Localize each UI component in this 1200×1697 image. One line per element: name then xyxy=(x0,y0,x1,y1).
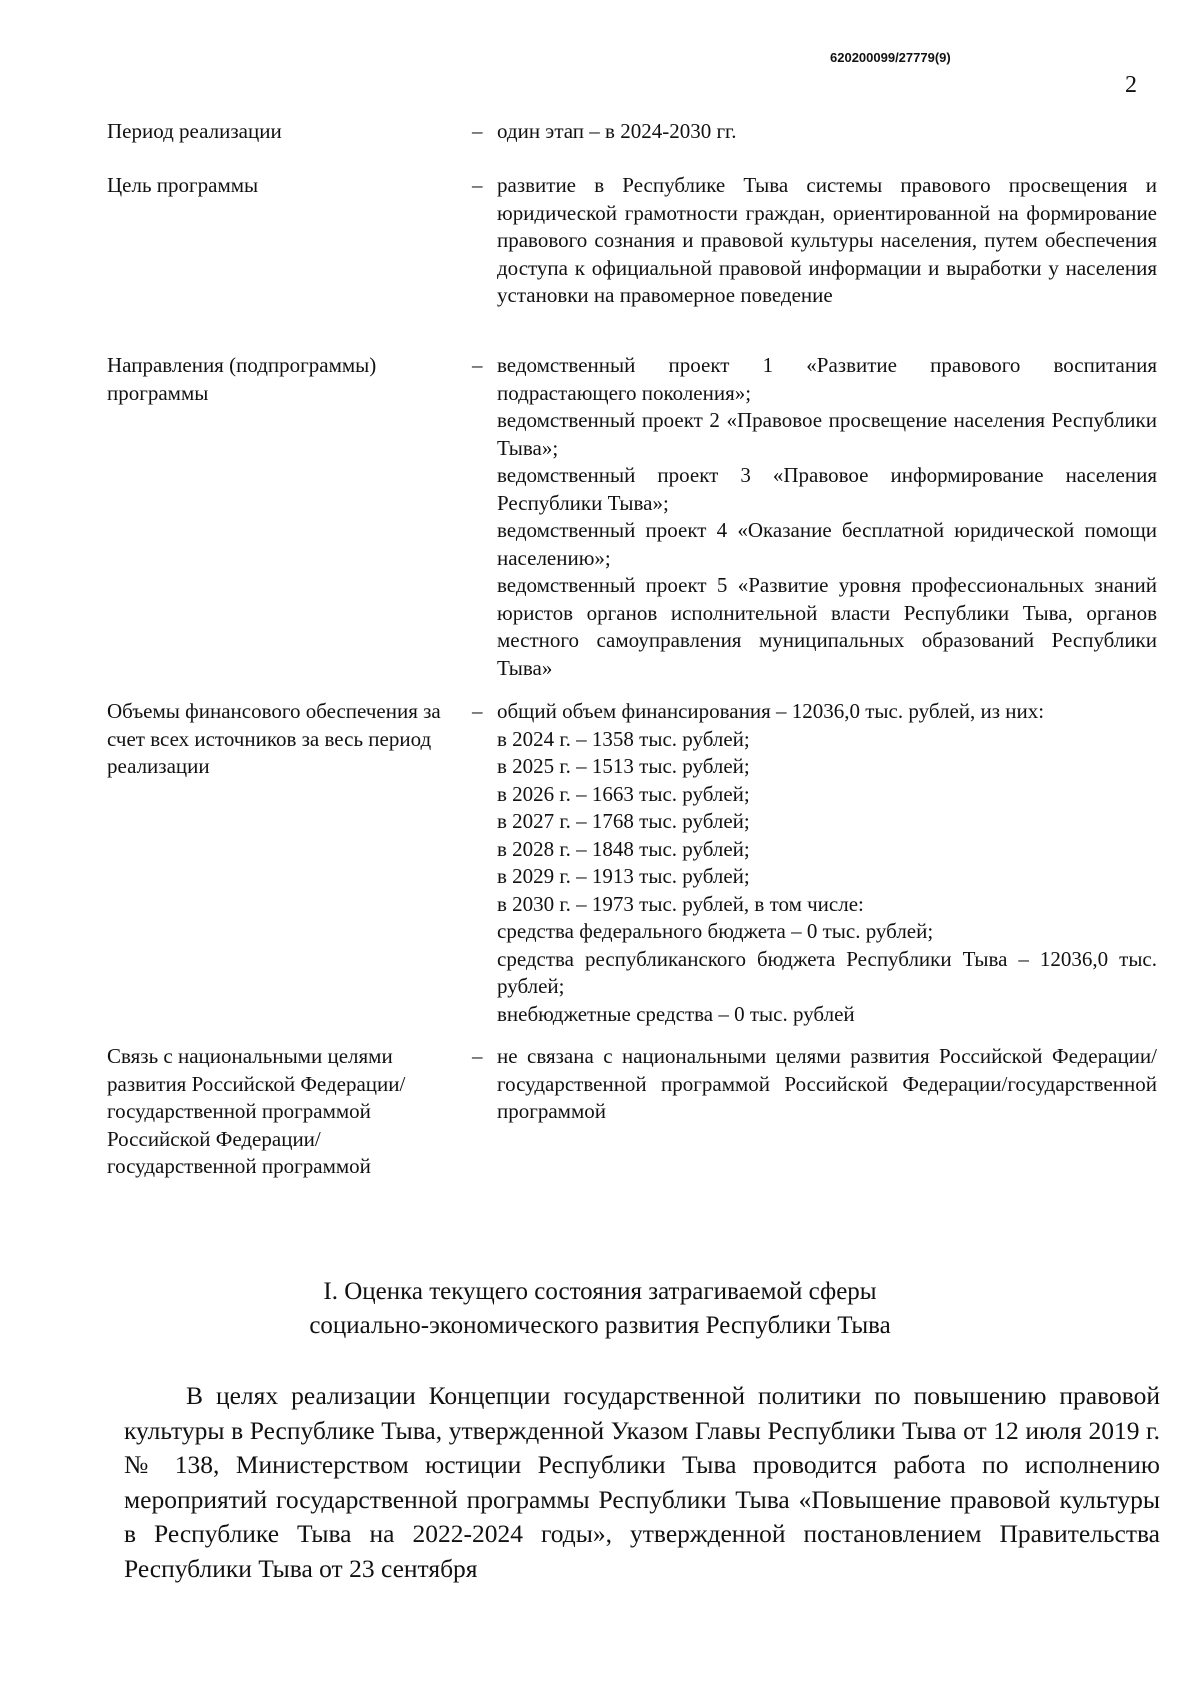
passport-value xyxy=(497,352,1157,698)
passport-value-line: в 2024 г. – 1358 тыс. рублей; xyxy=(497,726,750,751)
passport-value-line: ведомственный проект 3 «Правовое информирование населения Республики Тыва»; xyxy=(497,463,1157,515)
passport-label: Период реализации xyxy=(107,119,282,143)
passport-value-line: внебюджетные средства – 0 тыс. рублей xyxy=(497,1001,855,1026)
passport-value-line: в 2027 г. – 1768 тыс. рублей; xyxy=(497,809,750,833)
program-passport-table xyxy=(107,118,1157,1193)
passport-dash: – xyxy=(472,353,483,377)
passport-label: Направления (подпрограммы) программы xyxy=(107,353,377,405)
passport-value-line: в 2026 г. – 1663 тыс. рублей; xyxy=(497,781,750,806)
section-paragraph: В целях реализации Концепции государственной политики по повышению правовой культуры в Республике Тыва, утвержденной Указом Главы Республики Тыва от 12 июля 2019 г. № 138, Министерством юстиции Республики Тыва проводится работа по исполнению мероприятий государственной программы Республики Тыва «Повышение правовой культуры в Республике Тыва на 2022-2024 годы», утвержденной постановлением Правительства Республики Тыва от 23 сентября xyxy=(124,1381,1160,1583)
passport-value-line: средства республиканского бюджета Республики Тыва – 12036,0 тыс. рублей; xyxy=(497,946,1157,998)
passport-value-line: в 2025 г. – 1513 тыс. рублей; xyxy=(497,754,750,778)
passport-value-line: ведомственный проект 1 «Развитие правового воспитания подрастающего поколения»; xyxy=(497,353,1157,405)
section-heading xyxy=(0,1275,1200,1343)
page-number: 2 xyxy=(1125,72,1137,98)
passport-value-line: один этап – в 2024-2030 гг. xyxy=(497,119,737,143)
passport-dash: – xyxy=(472,699,483,723)
passport-value-line: не связана с национальными целями развития Российской Федерации/государственной программой Российской Федерации/государственной программой xyxy=(497,1044,1157,1123)
passport-value-line: в 2030 г. – 1973 тыс. рублей, в том числе: xyxy=(497,891,864,916)
passport-value-line: ведомственный проект 4 «Оказание бесплатной юридической помощи населению»; xyxy=(497,518,1157,570)
passport-row-funding xyxy=(107,698,1157,1043)
passport-value xyxy=(497,118,1157,172)
passport-row-directions xyxy=(107,352,1157,698)
passport-dash: – xyxy=(472,173,483,197)
passport-value xyxy=(497,1043,1157,1193)
passport-value-line: в 2029 г. – 1913 тыс. рублей; xyxy=(497,864,750,888)
document-registration-number: 620200099/27779(9) xyxy=(830,50,951,65)
passport-label: Объемы финансового обеспечения за счет всех источников за весь период реализации xyxy=(107,699,441,778)
section-heading-line: социально-экономического развития Республики Тыва xyxy=(309,1312,891,1339)
passport-value-line: в 2028 г. – 1848 тыс. рублей; xyxy=(497,836,750,861)
passport-value xyxy=(497,172,1157,352)
passport-dash: – xyxy=(472,1044,483,1068)
passport-value-line: развитие в Республике Тыва системы правового просвещения и юридической грамотности граждан, ориентированной на формирование правового сознания и правовой культуры населения, путем обеспечения доступа к официальной правовой информации и выработки у населения установки на правомерное поведение xyxy=(497,173,1157,307)
passport-value-line: ведомственный проект 5 «Развитие уровня профессиональных знаний юристов органов исполнительной власти Республики Тыва, органов местного самоуправления муниципальных образований Республики Тыва» xyxy=(497,573,1157,680)
section-heading-line: I. Оценка текущего состояния затрагиваемой сферы xyxy=(323,1278,877,1305)
passport-value-line: общий объем финансирования – 12036,0 тыс. рублей, из них: xyxy=(497,699,1045,723)
passport-value xyxy=(497,698,1157,1043)
passport-label: Цель программы xyxy=(107,173,259,197)
passport-label: Связь с национальными целями развития Российской Федерации/государственной программой Российской Федерации/государственной программой xyxy=(107,1044,406,1178)
passport-dash: – xyxy=(472,119,483,143)
passport-row-national-goals xyxy=(107,1043,1157,1193)
passport-value-line: ведомственный проект 2 «Правовое просвещение населения Республики Тыва»; xyxy=(497,408,1157,460)
passport-row-goal xyxy=(107,172,1157,352)
passport-row-period xyxy=(107,118,1157,172)
passport-value-line: средства федерального бюджета – 0 тыс. рублей; xyxy=(497,919,934,943)
